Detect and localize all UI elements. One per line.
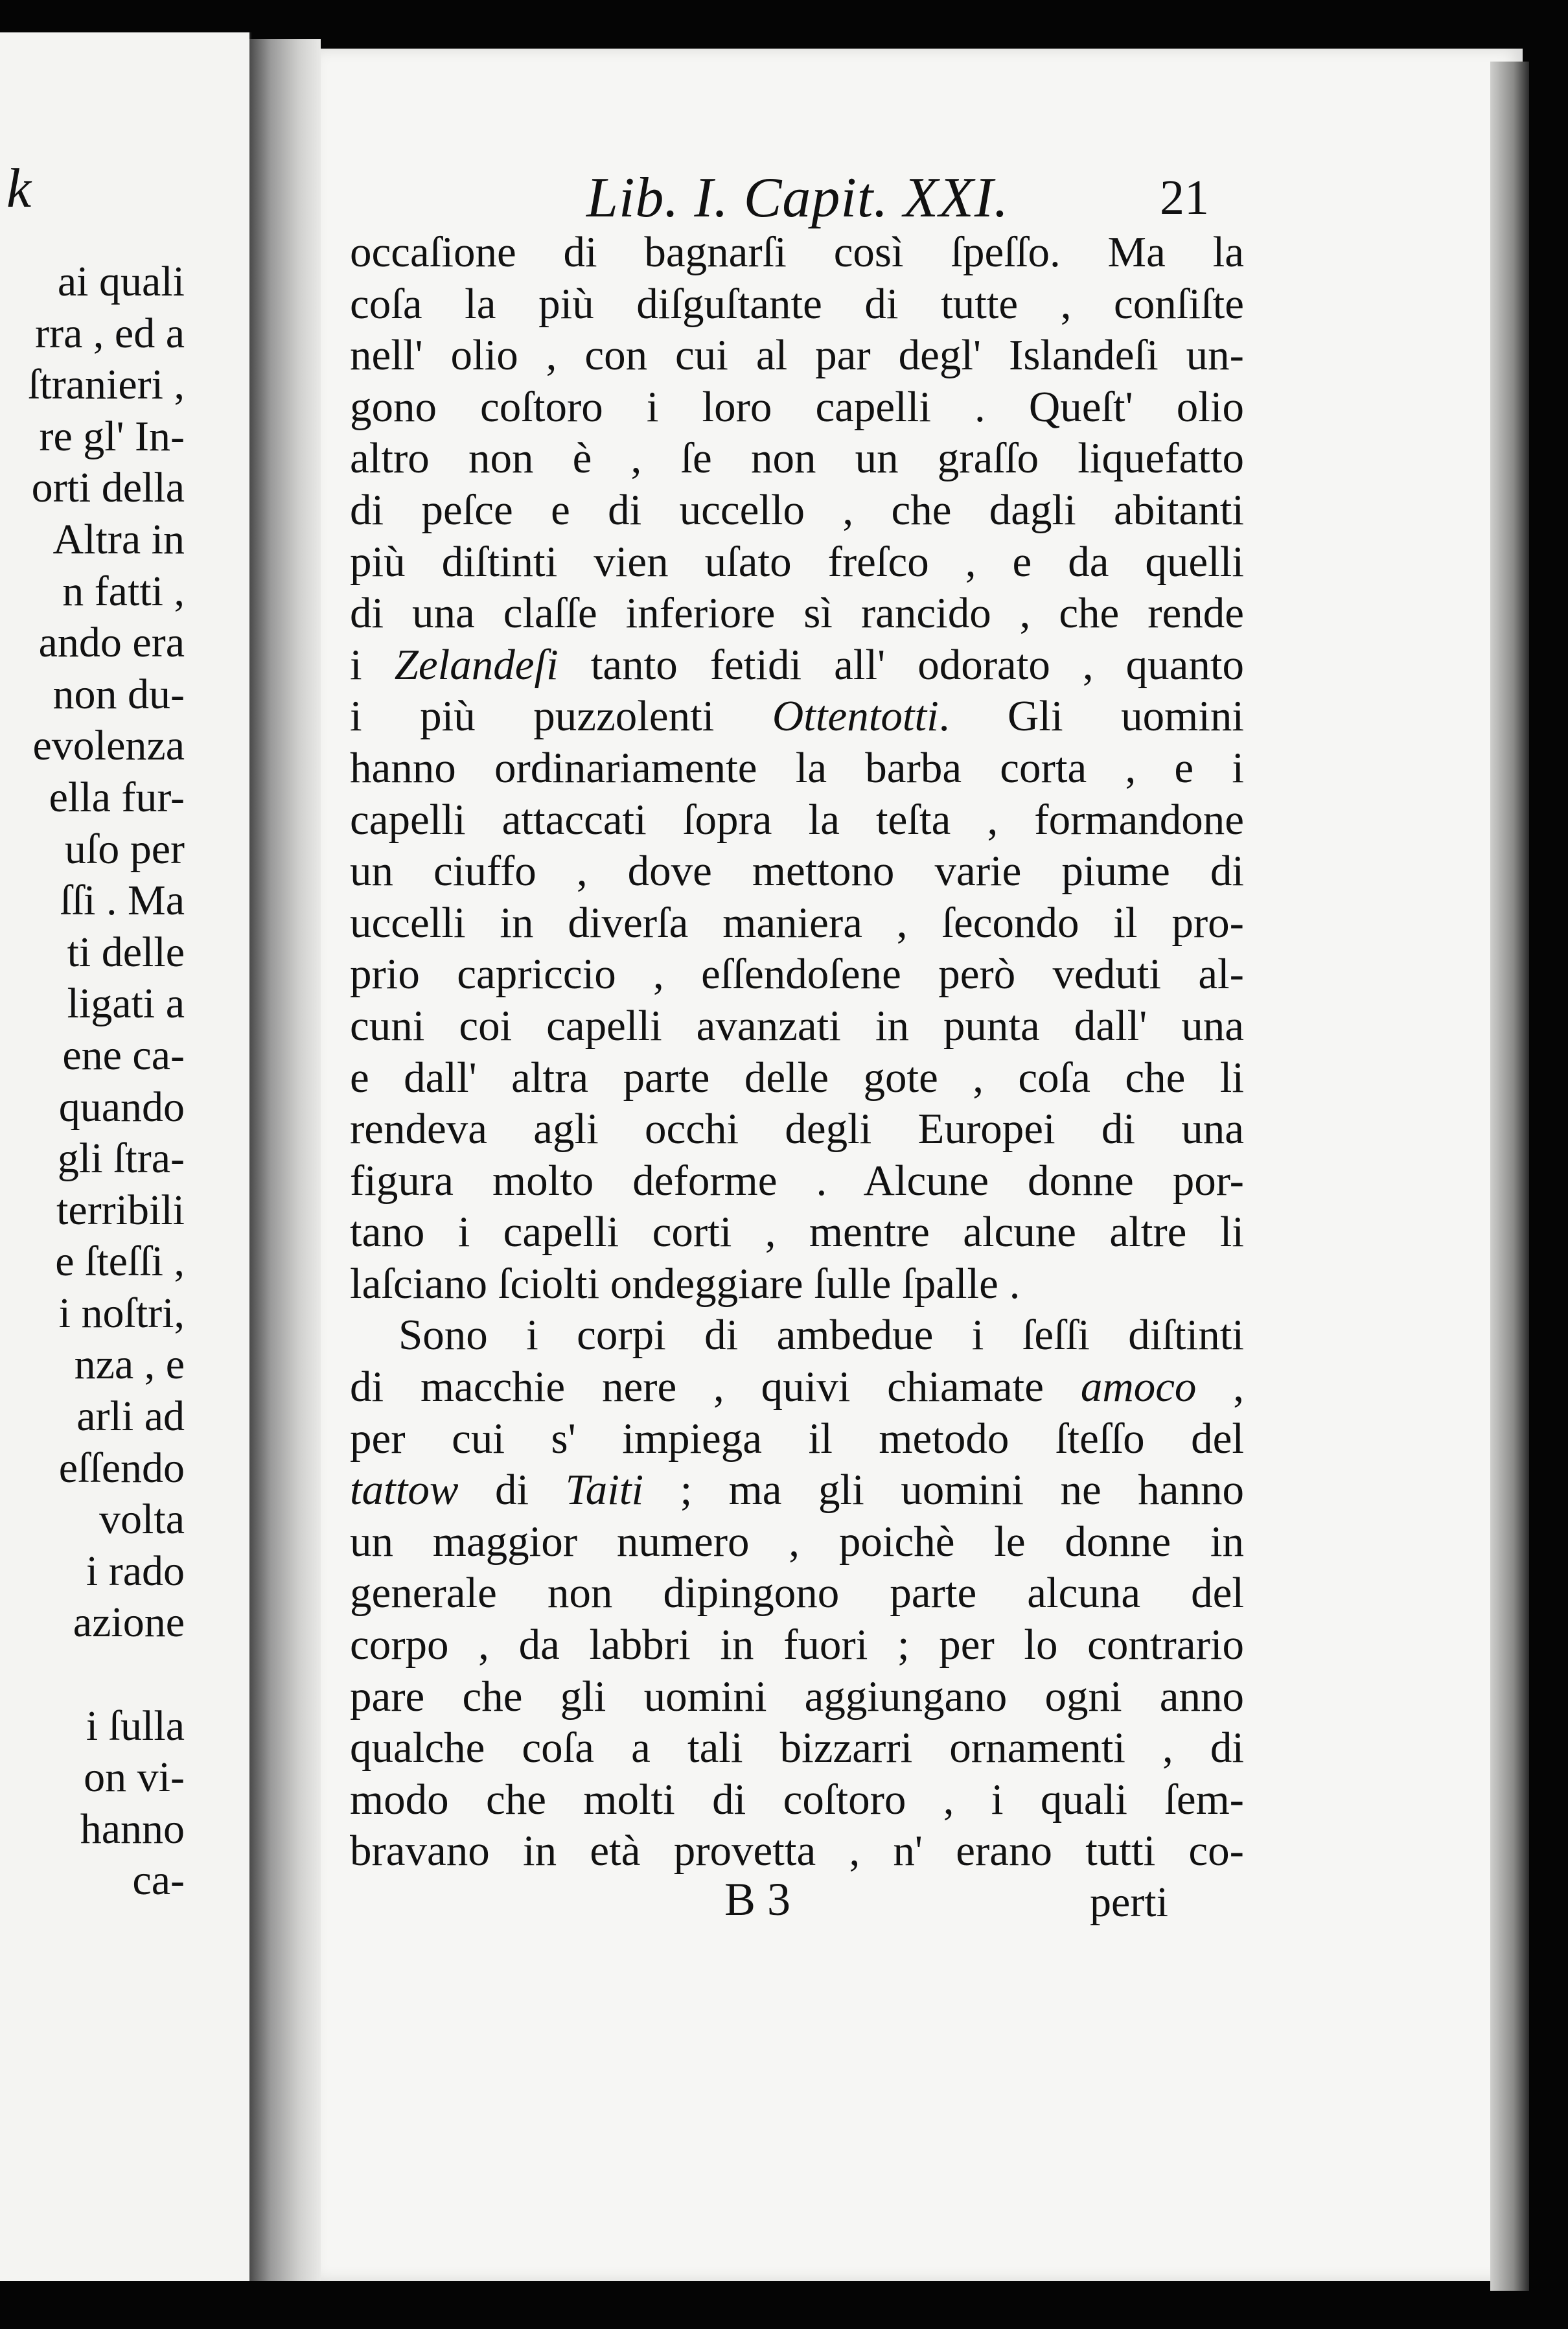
text-line: [350, 640, 1244, 691]
text-line: rendeva agli occhi degli Europei di una: [350, 1105, 1244, 1153]
text-line: hanno ordinariamente la barba corta , e i: [350, 743, 1244, 792]
text-line: [350, 1465, 1244, 1516]
text-line: Sono i corpi di ambedue i ſeſſi diſtinti: [398, 1311, 1244, 1360]
page-number: 21: [1160, 170, 1209, 225]
text-span: tanto fetidi all' odorato , quanto: [558, 640, 1244, 689]
text-line: corpo , da labbri in fuori ; per lo contrario: [350, 1621, 1244, 1669]
left-page-line: e ſteſſi ,: [55, 1238, 185, 1286]
left-page-line: gli ſtra-: [57, 1135, 185, 1183]
text-span: ,: [1196, 1363, 1245, 1411]
left-page-line: on vi-: [84, 1754, 185, 1802]
signature-mark: B 3: [724, 1873, 791, 1925]
left-page-line: azione: [73, 1599, 185, 1647]
catchword: perti: [1090, 1879, 1168, 1926]
left-page-header-fragment: k: [6, 157, 33, 219]
left-page-line: evolenza: [32, 722, 185, 770]
text-line: gono coſtoro i loro capelli . Queſt' olio: [350, 382, 1244, 431]
text-line: qualche coſa a tali bizzarri ornamenti , di: [350, 1724, 1244, 1772]
text-line: [350, 691, 1244, 743]
text-line: per cui s' impiega il metodo ſteſſo del: [350, 1414, 1244, 1463]
text-span: ; ma gli uomini ne hanno: [643, 1466, 1244, 1514]
left-page-line: Altra in: [52, 515, 185, 563]
left-page-line: eſſendo: [58, 1444, 185, 1492]
left-page-line: ligati a: [67, 980, 185, 1028]
left-page-line: i rado: [86, 1547, 185, 1595]
text-span: di macchie nere , quivi chiamate: [350, 1363, 1081, 1411]
text-line: un maggior numero , poichè le donne in: [350, 1517, 1244, 1566]
text-line: pare che gli uomini aggiungano ogni anno: [350, 1672, 1244, 1721]
left-page-line: nza , e: [74, 1341, 185, 1389]
left-page-line: rra , ed a: [35, 309, 185, 357]
italic-word: Taiti: [565, 1466, 644, 1514]
italic-word: amoco: [1080, 1363, 1197, 1411]
left-page-line: orti della: [31, 464, 185, 512]
left-page-line: i noſtri,: [58, 1289, 185, 1337]
left-page-line: ſſi . Ma: [60, 877, 185, 925]
left-page-line: ti delle: [67, 928, 185, 976]
text-line: occaſione di bagnarſi così ſpeſſo. Ma la: [350, 228, 1244, 276]
text-line: generale non dipingono parte alcuna del: [350, 1569, 1244, 1617]
text-line: un ciuffo , dove mettono varie piume di: [350, 847, 1244, 896]
text-line: [350, 1361, 1244, 1413]
text-line: capelli attaccati ſopra la teſta , formandone: [350, 795, 1244, 844]
book-gutter: [249, 39, 321, 2281]
text-line: prio capriccio , eſſendoſene però veduti al-: [350, 950, 1244, 999]
text-line: cuni coi capelli avanzati in punta dall' una: [350, 1001, 1244, 1050]
page-edge: [1490, 62, 1529, 2291]
left-page-line: i ſulla: [86, 1702, 185, 1750]
text-line: figura molto deforme . Alcune donne por-: [350, 1156, 1244, 1205]
text-line: uccelli in diverſa maniera , ſecondo il pro-: [350, 898, 1244, 947]
italic-word: tattow: [350, 1466, 459, 1514]
text-line: laſciano ſciolti ondeggiare ſulle ſpalle .: [350, 1259, 1020, 1308]
left-page-line: quando: [58, 1083, 185, 1131]
left-page-line: ene ca-: [62, 1031, 185, 1079]
left-page-line: re gl' In-: [39, 412, 185, 460]
left-page-line: hanno: [80, 1805, 185, 1853]
text-line: e dall' altra parte delle gote , coſa che li: [350, 1053, 1244, 1102]
body-text: [350, 227, 1244, 1877]
left-page-line: ca-: [132, 1857, 185, 1905]
text-line: modo che molti di coſtoro , i quali ſem-: [350, 1775, 1244, 1824]
text-line: più diſtinti vien uſato freſco , e da quelli: [350, 537, 1244, 586]
left-page-line: ai quali: [57, 258, 185, 305]
left-page-line: ella fur-: [49, 773, 185, 821]
left-page: [0, 32, 251, 2281]
text-line: di peſce e di uccello , che dagli abitanti: [350, 485, 1244, 534]
italic-word: Ottentotti: [772, 692, 939, 741]
text-line: di una claſſe inferiore sì rancido , che rende: [350, 589, 1244, 638]
left-page-line: [0, 1649, 185, 1700]
left-page-text: [0, 256, 185, 1906]
left-page-line: non du-: [52, 670, 185, 718]
text-span: di: [458, 1466, 566, 1514]
left-page-line: uſo per: [64, 825, 185, 873]
text-line: nell' olio , con cui al par degl' Islandeſi un-: [350, 331, 1244, 380]
left-page-line: ando era: [38, 619, 185, 667]
left-page-line: n fatti ,: [62, 567, 185, 615]
running-head: Lib. I. Capit. XXI.: [586, 167, 1009, 229]
text-line: bravano in età provetta , n' erano tutti co-: [350, 1827, 1244, 1875]
text-line: coſa la più diſguſtante di tutte , conſiſte: [350, 279, 1244, 328]
text-span: i: [350, 640, 395, 689]
left-page-line: ſtranieri ,: [28, 361, 185, 409]
left-page-line: terribili: [56, 1186, 185, 1234]
left-page-line: volta: [99, 1496, 185, 1544]
italic-word: Zelandeſi: [394, 640, 559, 689]
text-span: . Gli uomini: [938, 692, 1244, 741]
text-span: i più puzzolenti: [350, 692, 772, 741]
left-page-line: arli ad: [76, 1393, 185, 1441]
text-line: altro non è , ſe non un graſſo liquefatto: [350, 434, 1244, 483]
text-line: tano i capelli corti , mentre alcune altre li: [350, 1208, 1244, 1257]
